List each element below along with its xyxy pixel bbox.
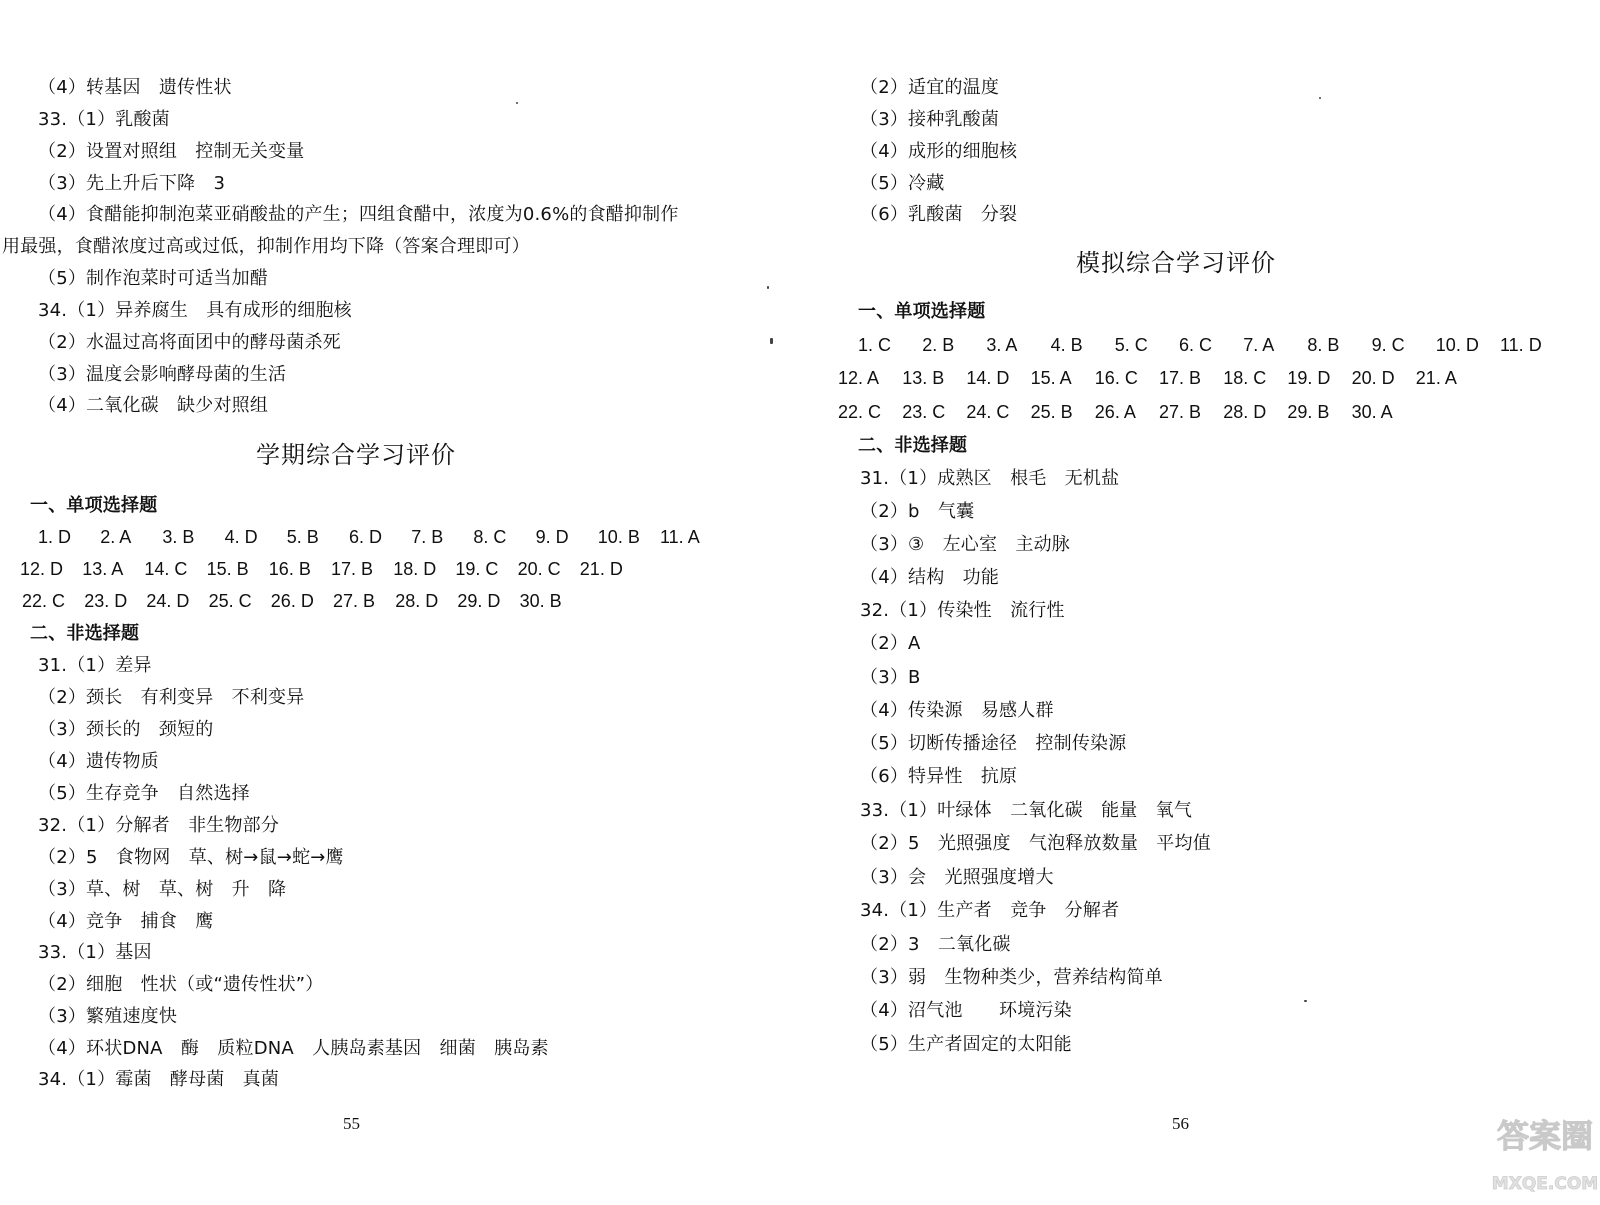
choice-answer: 24. D — [146, 591, 190, 611]
answer-line: 33.（1）叶绿体 二氧化碳 能量 氧气 — [860, 800, 1193, 821]
answer-line: （3）颈长的 颈短的 — [38, 719, 214, 740]
watermark-sub-text: MXQE.COM — [1492, 1174, 1598, 1194]
answer-line: 31.（1）差异 — [38, 655, 152, 676]
page-number: 55 — [343, 1114, 360, 1133]
choice-answer: 28. D — [1223, 402, 1267, 422]
answer-line: （3）会 光照强度增大 — [860, 867, 1054, 888]
choice-answer: 6. C — [1179, 335, 1213, 355]
choice-answer: 28. D — [395, 591, 439, 611]
answer-line: （3）先上升后下降 3 — [38, 173, 226, 194]
choice-answer: 20. C — [517, 559, 561, 579]
answer-line: 34.（1）生产者 竞争 分解者 — [860, 900, 1120, 921]
choice-answer: 17. B — [331, 559, 374, 579]
choice-answer: 5. C — [1114, 335, 1148, 355]
choice-answer: 6. D — [349, 527, 383, 547]
answer-line: （4）结构 功能 — [860, 567, 1000, 588]
answer-line: （3）B — [860, 667, 921, 688]
answer-line: （4）传染源 易感人群 — [860, 700, 1054, 721]
choice-answer: 3. B — [162, 527, 195, 547]
choice-answer: 14. D — [966, 368, 1010, 388]
choice-answer: 25. B — [1030, 402, 1073, 422]
choice-answer: 23. D — [84, 591, 128, 611]
answer-line: （2）5 光照强度 气泡释放数量 平均值 — [860, 833, 1211, 854]
choice-answer: 24. C — [966, 402, 1010, 422]
answer-line: （2）细胞 性状（或“遗传性状”） — [38, 974, 324, 995]
choice-answer: 5. B — [286, 527, 319, 547]
choice-answer: 11. A — [660, 527, 700, 547]
choice-answer: 25. C — [208, 591, 252, 611]
answer-line: （2）颈长 有利变异 不利变异 — [38, 687, 305, 708]
choice-answer: 16. B — [268, 559, 311, 579]
answer-line: （3）弱 生物种类少，营养结构简单 — [860, 967, 1163, 988]
choice-row — [0, 589, 780, 613]
answer-line: （5）切断传播途径 控制传染源 — [860, 733, 1127, 754]
answer-line: （2）A — [860, 633, 921, 654]
answer-line: （2）水温过高将面团中的酵母菌杀死 — [38, 332, 341, 353]
choice-answer: 3. A — [986, 335, 1018, 355]
answer-line: （4）沼气池 环境污染 — [860, 1000, 1072, 1021]
answer-line: （5）生存竞争 自然选择 — [38, 783, 250, 804]
choice-answer: 8. C — [473, 527, 507, 547]
choice-answer: 12. A — [838, 368, 880, 388]
answer-line: （5）生产者固定的太阳能 — [860, 1034, 1072, 1055]
answer-line: 34.（1）异养腐生 具有成形的细胞核 — [38, 300, 352, 321]
choice-heading: 一、单项选择题 — [858, 301, 986, 322]
choice-answer: 29. B — [1287, 402, 1330, 422]
choice-heading: 一、单项选择题 — [30, 495, 158, 516]
scan-speck — [770, 338, 773, 344]
choice-answer: 10. B — [597, 527, 640, 547]
choice-answer: 27. B — [333, 591, 376, 611]
answer-line: （4）转基因 遗传性状 — [38, 77, 232, 98]
choice-answer: 13. A — [82, 559, 124, 579]
choice-answer: 15. A — [1030, 368, 1072, 388]
answer-line: （3）繁殖速度快 — [38, 1006, 178, 1027]
choice-row — [0, 525, 780, 549]
answer-line: （4）竞争 捕食 鹰 — [38, 911, 214, 932]
scan-speck — [516, 102, 518, 104]
answer-line: （3）温度会影响酵母菌的生活 — [38, 364, 287, 385]
answer-line: （5）冷藏 — [860, 173, 945, 194]
choice-answer: 12. D — [20, 559, 64, 579]
choice-answer: 27. B — [1159, 402, 1202, 422]
choice-answer: 14. C — [144, 559, 188, 579]
choice-answer: 1. D — [38, 527, 72, 547]
choice-answer: 18. C — [1223, 368, 1267, 388]
choice-answer: 1. C — [858, 335, 892, 355]
choice-answer: 26. A — [1094, 402, 1136, 422]
choice-answer: 29. D — [457, 591, 501, 611]
answer-line: （5）制作泡菜时可适当加醋 — [38, 268, 269, 289]
choice-answer: 13. B — [902, 368, 945, 388]
choice-answer: 7. A — [1243, 335, 1275, 355]
choice-answer: 15. B — [206, 559, 249, 579]
choice-row — [800, 400, 1600, 424]
left-page — [0, 0, 780, 1205]
choice-answer: 11. D — [1500, 335, 1542, 355]
choice-answer: 18. D — [393, 559, 437, 579]
nonchoice-heading: 二、非选择题 — [858, 435, 968, 456]
answer-line: （2）b 气囊 — [860, 501, 975, 522]
answer-line: 32.（1）分解者 非生物部分 — [38, 815, 280, 836]
scan-speck — [1304, 1000, 1307, 1002]
answer-line: （6）乳酸菌 分裂 — [860, 204, 1018, 225]
choice-answer: 7. B — [411, 527, 444, 547]
nonchoice-heading: 二、非选择题 — [30, 623, 140, 644]
answer-line: 33.（1）乳酸菌 — [38, 109, 170, 130]
answer-line: （2）3 二氧化碳 — [860, 934, 1011, 955]
choice-answer: 4. D — [224, 527, 258, 547]
choice-row — [800, 366, 1600, 390]
watermark-main-text: 答案圈 — [1496, 1117, 1594, 1155]
page-number: 56 — [1172, 1114, 1189, 1133]
answer-line: （3）草、树 草、树 升 降 — [38, 879, 287, 900]
answer-line: （4）成形的细胞核 — [860, 141, 1018, 162]
answer-line: （6）特异性 抗原 — [860, 766, 1018, 787]
choice-answer: 17. B — [1159, 368, 1202, 388]
choice-answer: 26. D — [270, 591, 314, 611]
right-page — [800, 0, 1600, 1205]
answer-line: （3）③ 左心室 主动脉 — [860, 534, 1070, 555]
watermark-logo — [1492, 1085, 1598, 1203]
section-title: 学期综合学习评价 — [256, 441, 456, 469]
choice-answer: 10. D — [1435, 335, 1479, 355]
choice-answer: 2. A — [100, 527, 132, 547]
choice-answer: 2. B — [922, 335, 955, 355]
answer-line: 31.（1）成熟区 根毛 无机盐 — [860, 468, 1120, 489]
answer-line: 33.（1）基因 — [38, 942, 152, 963]
choice-answer: 9. D — [535, 527, 569, 547]
choice-answer: 30. A — [1351, 402, 1393, 422]
answer-line: （2）适宜的温度 — [860, 77, 1000, 98]
choice-answer: 21. D — [579, 559, 623, 579]
answer-line: （2）设置对照组 控制无关变量 — [38, 141, 305, 162]
choice-answer: 23. C — [902, 402, 946, 422]
choice-answer: 19. C — [455, 559, 499, 579]
choice-answer: 8. B — [1307, 335, 1340, 355]
answer-line: （4）食醋能抑制泡菜亚硝酸盐的产生；四组食醋中，浓度为0.6%的食醋抑制作 — [38, 204, 679, 225]
choice-answer: 30. B — [519, 591, 562, 611]
choice-answer: 22. C — [838, 402, 882, 422]
answer-line: 32.（1）传染性 流行性 — [860, 600, 1065, 621]
answer-line: （4）环状DNA 酶 质粒DNA 人胰岛素基因 细菌 胰岛素 — [38, 1038, 549, 1059]
choice-answer: 19. D — [1287, 368, 1331, 388]
section-title: 模拟综合学习评价 — [1076, 249, 1276, 277]
choice-answer: 20. D — [1351, 368, 1395, 388]
answer-line: （4）遗传物质 — [38, 751, 159, 772]
choice-answer: 22. C — [22, 591, 66, 611]
choice-answer: 21. A — [1415, 368, 1457, 388]
choice-answer: 16. C — [1094, 368, 1138, 388]
scan-speck — [1319, 97, 1321, 99]
answer-line: （2）5 食物网 草、树→鼠→蛇→鹰 — [38, 847, 344, 868]
choice-row — [800, 333, 1600, 357]
choice-row — [0, 557, 780, 581]
scan-speck — [767, 286, 769, 289]
answer-line: 34.（1）霉菌 酵母菌 真菌 — [38, 1069, 280, 1090]
answer-line: （3）接种乳酸菌 — [860, 109, 1000, 130]
answer-line: 用最强，食醋浓度过高或过低，抑制作用均下降（答案合理即可） — [2, 236, 530, 257]
answer-line: （4）二氧化碳 缺少对照组 — [38, 395, 269, 416]
choice-answer: 4. B — [1050, 335, 1083, 355]
choice-answer: 9. C — [1371, 335, 1405, 355]
